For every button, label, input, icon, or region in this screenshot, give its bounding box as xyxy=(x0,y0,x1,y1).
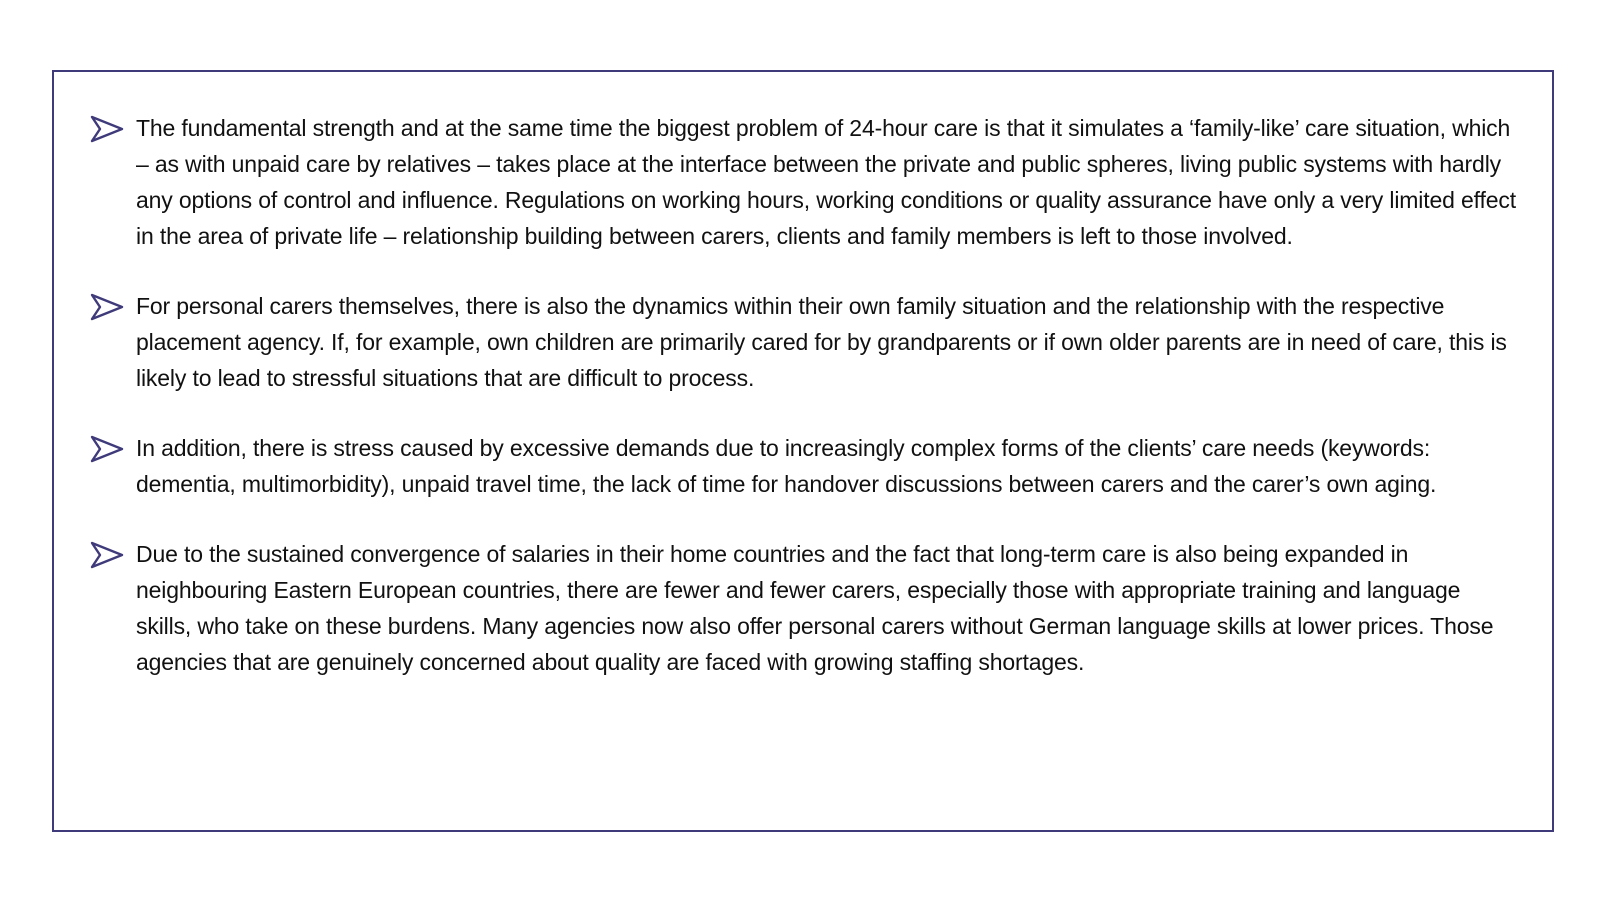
bullet-text: In addition, there is stress caused by excessive demands due to increasingly complex forms of the clients’ care needs (keywords: dementia, multimorbidity), unpaid travel time, the lack of time for handover discussions between carers and the carer’s own aging. xyxy=(136,435,1437,497)
bullet-text: For personal carers themselves, there is also the dynamics within their own family situation and the relationship with the respective placement agency. If, for example, own children are primarily cared for by grandparents or if own older parents are in need of care, this is likely to lead to stressful situations that are difficult to process. xyxy=(136,293,1507,391)
bullet-list xyxy=(90,110,1520,680)
bullet-item xyxy=(90,536,1520,680)
arrow-bullet-icon xyxy=(90,293,124,321)
bullet-item xyxy=(90,110,1520,254)
bullet-text: Due to the sustained convergence of salaries in their home countries and the fact that long-term care is also being expanded in neighbouring Eastern European countries, there are fewer and fewer carers, especially those with appropriate training and language skills, who take on these burdens. Many agencies now also offer personal carers without German language skills at lower prices. Those agencies that are genuinely concerned about quality are faced with growing staffing shortages. xyxy=(136,541,1494,675)
arrow-bullet-icon xyxy=(90,435,124,463)
bullet-item xyxy=(90,430,1520,502)
bullet-text: The fundamental strength and at the same time the biggest problem of 24-hour care is that it simulates a ‘family-like’ care situation, which – as with unpaid care by relatives – takes place at the interface between the private and public spheres, living public systems with hardly any options of control and influence. Regulations on working hours, working conditions or quality assurance have only a very limited effect in the area of private life – relationship building between carers, clients and family members is left to those involved. xyxy=(136,115,1516,249)
arrow-bullet-icon xyxy=(90,541,124,569)
bullet-item xyxy=(90,288,1520,396)
bordered-text-box xyxy=(52,70,1554,832)
arrow-bullet-icon xyxy=(90,115,124,143)
